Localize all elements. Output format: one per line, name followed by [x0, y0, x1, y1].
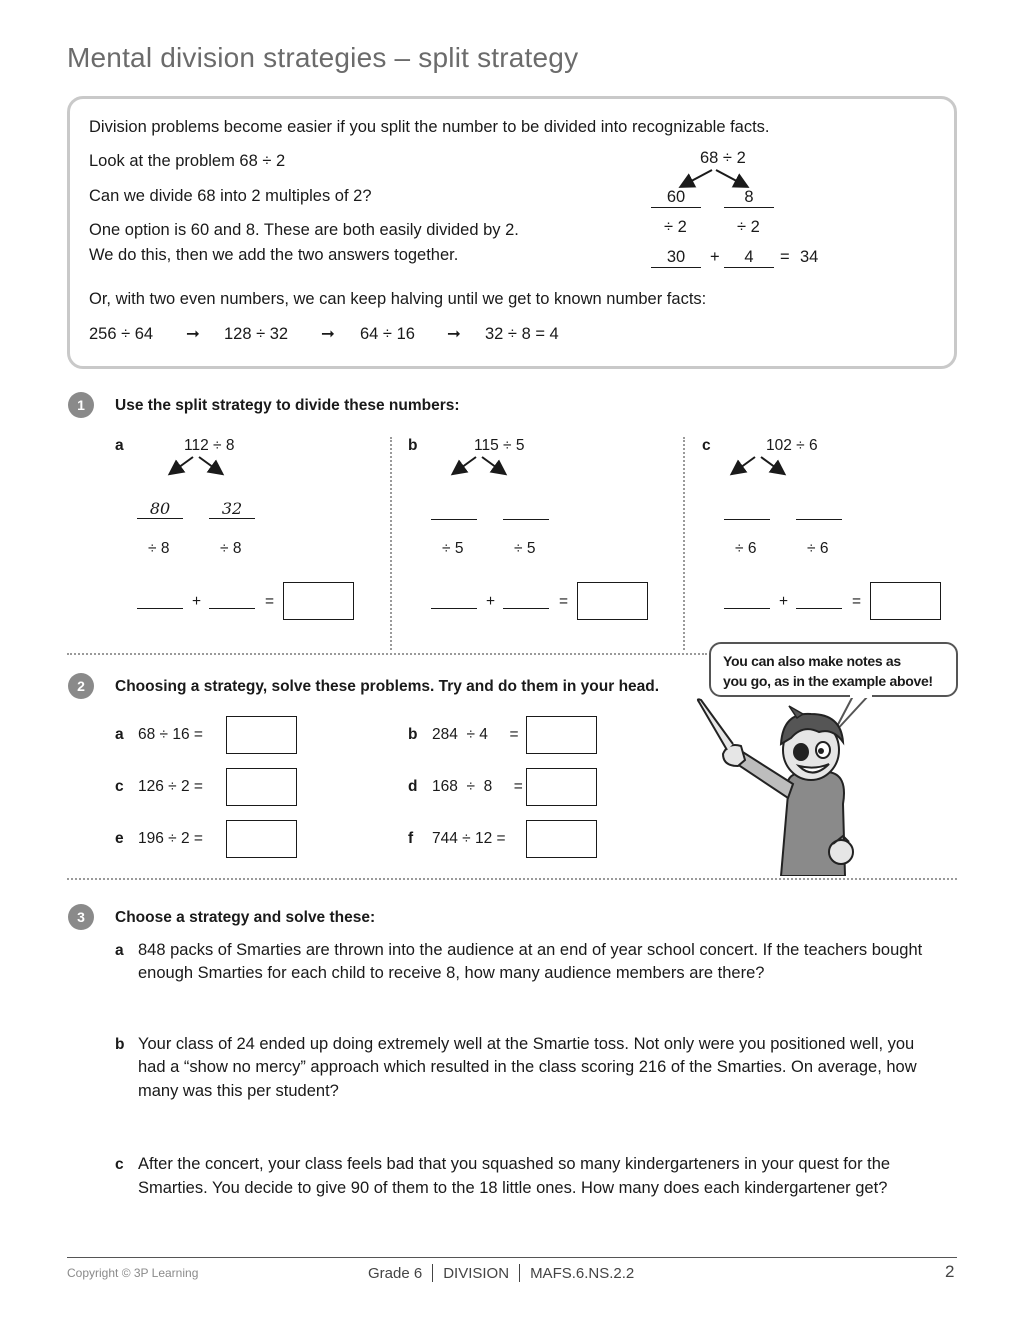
question-number-1: 1	[68, 392, 94, 418]
q1c-left-part[interactable]	[724, 499, 770, 520]
page-title: Mental division strategies – split strategy	[67, 42, 579, 73]
diagram-left-div: ÷ 2	[664, 218, 687, 236]
q1-instruction: Use the split strategy to divide these numbers:	[115, 397, 460, 414]
q2b-answer-box[interactable]	[526, 716, 597, 754]
intro-line-1: Division problems become easier if you split the number to be divided into recognizable facts.	[89, 118, 770, 136]
q3-instruction: Choose a strategy and solve these:	[115, 909, 376, 926]
section-divider	[67, 653, 707, 655]
q1c-left-result[interactable]	[724, 608, 770, 609]
question-number-3: 3	[68, 904, 94, 930]
q1c-right-part[interactable]	[796, 499, 842, 520]
speech-bubble-line-2: you go, as in the example above!	[723, 673, 933, 689]
split-arrows-icon	[727, 454, 797, 478]
q1a-right-part[interactable]: 32	[209, 499, 255, 519]
q1-problem-a: 112 ÷ 8	[184, 437, 235, 454]
chain-step-1: 256 ÷ 64	[89, 325, 154, 343]
q2-problem-f: 744 ÷ 12 =	[432, 830, 506, 847]
q3b-line-2: had a “show no mercy” approach which resulted in the class scoring 216 of the Smarties. On average, how	[138, 1058, 917, 1076]
divider	[390, 437, 392, 650]
diagram-total: 34	[800, 248, 819, 266]
diagram-left-result: 30	[651, 248, 701, 268]
q3-letter-b: b	[115, 1036, 125, 1053]
q3-letter-c: c	[115, 1156, 124, 1173]
footer-standard: MAFS.6.NS.2.2	[530, 1264, 635, 1282]
footer-grade: Grade 6	[368, 1264, 423, 1282]
q1a-left-div: ÷ 8	[148, 540, 170, 557]
q2e-answer-box[interactable]	[226, 820, 297, 858]
page-number: 2	[945, 1262, 955, 1281]
q1b-equals: =	[559, 593, 569, 610]
q2-letter-b: b	[408, 726, 418, 743]
q1a-plus: +	[192, 593, 202, 610]
q1a-equals: =	[265, 593, 275, 610]
diagram-right-part: 8	[724, 188, 774, 208]
q1b-right-div: ÷ 5	[514, 540, 536, 557]
q3b-line-3: many was this per student?	[138, 1082, 339, 1100]
q1a-left-result[interactable]	[137, 608, 183, 609]
diagram-top: 68 ÷ 2	[700, 149, 746, 167]
q2-letter-f: f	[408, 830, 414, 847]
q2-problem-d: 168 ÷ 8 =	[432, 778, 523, 795]
footer-topic: DIVISION	[443, 1264, 510, 1282]
q2-letter-c: c	[115, 778, 124, 795]
q1a-answer-box[interactable]	[283, 582, 354, 620]
q1b-left-part[interactable]	[431, 499, 477, 520]
q1-problem-c: 102 ÷ 6	[766, 437, 818, 454]
q1c-right-result[interactable]	[796, 608, 842, 609]
footer-divider	[67, 1257, 957, 1258]
q1b-right-result[interactable]	[503, 608, 549, 609]
diagram-right-result: 4	[724, 248, 774, 268]
diagram-plus: +	[710, 248, 720, 266]
q1b-plus: +	[486, 593, 496, 610]
q2c-answer-box[interactable]	[226, 768, 297, 806]
speech-bubble	[709, 642, 958, 697]
q1-letter-b: b	[408, 437, 418, 454]
q2-problem-c: 126 ÷ 2 =	[138, 778, 203, 795]
footer-separator	[432, 1264, 433, 1282]
q1a-right-result[interactable]	[209, 608, 255, 609]
q1-letter-a: a	[115, 437, 124, 454]
q1b-right-part[interactable]	[503, 499, 549, 520]
q1b-left-result[interactable]	[431, 608, 477, 609]
copyright: Copyright © 3P Learning	[67, 1266, 199, 1280]
chain-arrow-icon: ➞	[186, 325, 200, 343]
diagram-equals: =	[780, 248, 790, 266]
q1c-plus: +	[779, 593, 789, 610]
q3c-line-1: After the concert, your class feels bad that you squashed so many kindergarteners in your quest for the	[138, 1155, 891, 1173]
q2-letter-e: e	[115, 830, 124, 847]
q3a-line-2: enough Smarties for each child to receive 8, how many audience members are there?	[138, 964, 765, 982]
q1-letter-c: c	[702, 437, 711, 454]
chain-step-2: 128 ÷ 32	[224, 325, 289, 343]
q2-letter-a: a	[115, 726, 124, 743]
split-arrows-icon	[448, 454, 518, 478]
q2-instruction: Choosing a strategy, solve these problems. Try and do them in your head.	[115, 678, 660, 695]
split-arrows-icon	[165, 454, 235, 478]
intro-line-2: Look at the problem 68 ÷ 2	[89, 152, 286, 170]
q1c-equals: =	[852, 593, 862, 610]
chain-step-4: 32 ÷ 8 = 4	[485, 325, 559, 343]
intro-line-3: Can we divide 68 into 2 multiples of 2?	[89, 187, 372, 205]
q1-problem-b: 115 ÷ 5	[474, 437, 525, 454]
chain-arrow-icon: ➞	[321, 325, 335, 343]
diagram-left-part: 60	[651, 188, 701, 208]
q1c-left-div: ÷ 6	[735, 540, 757, 557]
q3b-line-1: Your class of 24 ended up doing extremely well at the Smartie toss. Not only were you positioned well, you	[138, 1035, 915, 1053]
chain-step-3: 64 ÷ 16	[360, 325, 415, 343]
q3-letter-a: a	[115, 942, 124, 959]
footer-separator	[519, 1264, 520, 1282]
section-divider	[67, 878, 957, 880]
q2-problem-a: 68 ÷ 16 =	[138, 726, 203, 743]
cartoon-character-icon	[693, 694, 873, 876]
q1c-right-div: ÷ 6	[807, 540, 829, 557]
q2d-answer-box[interactable]	[526, 768, 597, 806]
q2a-answer-box[interactable]	[226, 716, 297, 754]
q1a-left-part[interactable]: 80	[137, 499, 183, 519]
q3c-line-2: Smarties. You decide to give 90 of them to the 18 little ones. How many does each kindergartener get?	[138, 1179, 888, 1197]
q2f-answer-box[interactable]	[526, 820, 597, 858]
q1a-right-div: ÷ 8	[220, 540, 242, 557]
intro-line-5: We do this, then we add the two answers together.	[89, 246, 459, 264]
chain-arrow-icon: ➞	[447, 325, 461, 343]
q2-problem-e: 196 ÷ 2 =	[138, 830, 203, 847]
q2-letter-d: d	[408, 778, 418, 795]
divider	[683, 437, 685, 650]
intro-line-6: Or, with two even numbers, we can keep halving until we get to known number facts:	[89, 290, 707, 308]
speech-bubble-line-1: You can also make notes as	[723, 653, 901, 669]
footer-info	[368, 1264, 634, 1282]
intro-line-4: One option is 60 and 8. These are both easily divided by 2.	[89, 221, 519, 239]
question-number-2: 2	[68, 673, 94, 699]
q3a-line-1: 848 packs of Smarties are thrown into the audience at an end of year school concert. If the teachers bought	[138, 941, 923, 959]
diagram-right-div: ÷ 2	[737, 218, 760, 236]
q2-problem-b: 284 ÷ 4 =	[432, 726, 519, 743]
q1b-left-div: ÷ 5	[442, 540, 464, 557]
q1c-answer-box[interactable]	[870, 582, 941, 620]
q1b-answer-box[interactable]	[577, 582, 648, 620]
